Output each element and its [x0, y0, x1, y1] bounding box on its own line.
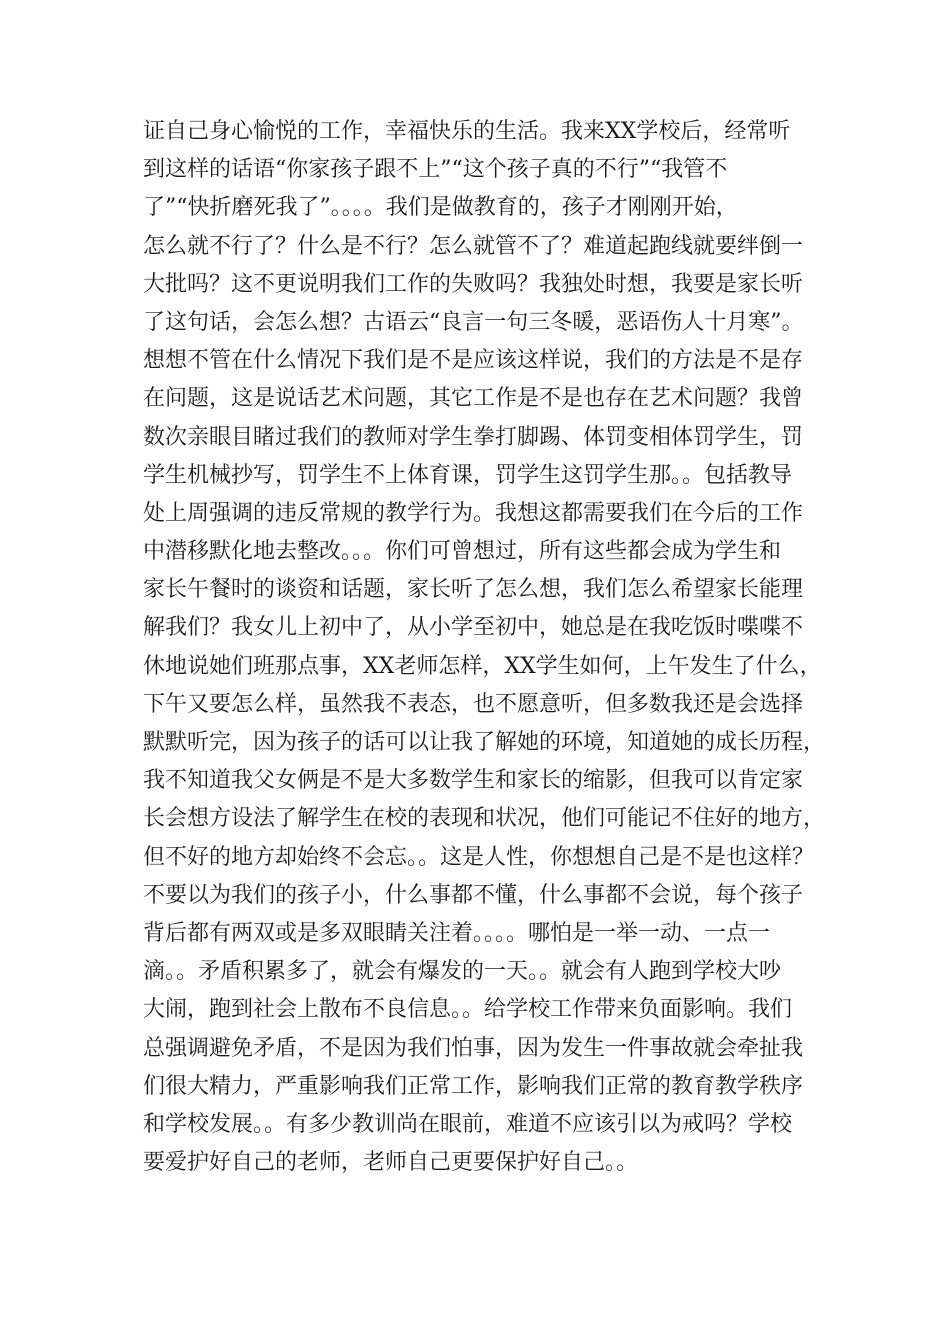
text-line: 要爱护好自己的老师，老师自己更要保护好自己。。	[143, 1150, 639, 1176]
text-line: 大批吗？这不更说明我们工作的失败吗？我独处时想，我要是家长听	[143, 271, 804, 297]
body-text	[143, 113, 833, 1182]
text-line: 数次亲眼目睹过我们的教师对学生拳打脚踢、体罚变相体罚学生，罚	[143, 424, 804, 450]
text-line: 长会想方设法了解学生在校的表现和状况，他们可能记不住好的地方，	[143, 806, 826, 832]
text-line: 大闹，跑到社会上散布不良信息。。给学校工作带来负面影响。我们	[143, 997, 793, 1023]
text-line: 到这样的话语“你家孩子跟不上”“这个孩子真的不行”“我管不	[143, 157, 728, 183]
text-line: 在问题，这是说话艺术问题，其它工作是不是也存在艺术问题？我曾	[143, 386, 804, 412]
text-line: 想想不管在什么情况下我们是不是应该这样说，我们的方法是不是存	[143, 348, 804, 374]
text-line: 怎么就不行了？什么是不行？怎么就管不了？难道起跑线就要绊倒一	[143, 233, 804, 259]
text-line: 了”“快折磨死我了”。。。。我们是做教育的，孩子才刚刚开始，	[143, 195, 738, 221]
text-line: 和学校发展。。有多少教训尚在眼前，难道不应该引以为戒吗？学校	[143, 1111, 793, 1137]
text-line: 学生机械抄写，罚学生不上体育课，罚学生这罚学生那。。包括教导	[143, 462, 793, 488]
text-line: 滴。。矛盾积累多了，就会有爆发的一天。。就会有人跑到学校大吵	[143, 959, 782, 985]
text-line: 默默听完，因为孩子的话可以让我了解她的环境，知道她的成长历程，	[143, 730, 826, 755]
text-line: 证自己身心愉悦的工作，幸福快乐的生活。我来XX学校后，经常听	[143, 119, 791, 144]
text-line: 们很大精力，严重影响我们正常工作，影响我们正常的教育教学秩序	[143, 1073, 804, 1099]
text-line: 中潜移默化地去整改。。。你们可曾想过，所有这些都会成为学生和	[143, 539, 782, 565]
text-line: 背后都有两双或是多双眼睛关注着。。。。哪怕是一举一动、一点一	[143, 920, 771, 946]
text-line: 处上周强调的违反常规的教学行为。我想这都需要我们在今后的工作	[143, 500, 804, 526]
text-line: 我不知道我父女俩是不是大多数学生和家长的缩影，但我可以肯定家	[143, 768, 804, 794]
text-line: 解我们？我女儿上初中了，从小学至初中，她总是在我吃饭时喋喋不	[143, 615, 804, 641]
text-line: 下午又要怎么样，虽然我不表态，也不愿意听，但多数我还是会选择	[143, 691, 804, 717]
text-line: 总强调避免矛盾，不是因为我们怕事，因为发生一件事故就会牵扯我	[143, 1035, 804, 1061]
text-line: 但不好的地方却始终不会忘。。这是人性，你想想自己是不是也这样？	[143, 844, 815, 870]
text-line: 了这句话，会怎么想？古语云“良言一句三冬暖，恶语伤人十月寒”。	[143, 309, 804, 335]
text-line: 休地说她们班那点事，XX老师怎样，XX学生如何，上午发生了什么，	[143, 653, 822, 679]
text-line: 不要以为我们的孩子小，什么事都不懂，什么事都不会说，每个孩子	[143, 882, 804, 908]
text-line: 家长午餐时的谈资和话题，家长听了怎么想，我们怎么希望家长能理	[143, 577, 804, 603]
